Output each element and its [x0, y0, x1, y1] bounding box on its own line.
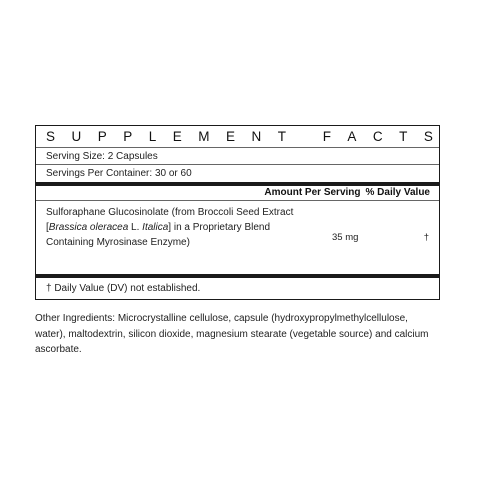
daily-value-footnote: † Daily Value (DV) not established. [46, 283, 201, 294]
ingredient-species: Brassica oleracea [48, 222, 129, 233]
daily-value-header: % Daily Value [365, 187, 430, 198]
title-letter: M [198, 129, 210, 144]
divider-title [36, 147, 439, 148]
ingredient-daily-value: † [423, 232, 429, 243]
title-letter: P [123, 129, 133, 144]
ingredient-variety: Italica [142, 222, 169, 233]
ingredient-text-3: ] in a Proprietary Blend Containing Myrosinase Enzyme) [46, 222, 271, 248]
title-letter: P [97, 129, 107, 144]
ingredient-name [46, 205, 301, 250]
ingredient-amount: 35 mg [332, 232, 359, 243]
title-word-gap [302, 129, 306, 145]
servings-per-container: Servings Per Container: 30 or 60 [46, 168, 192, 179]
column-header [264, 186, 430, 199]
title-letter: F [322, 129, 331, 144]
title-letter: S [423, 129, 433, 144]
other-ingredients: Other Ingredients: Microcrystalline cellulose, capsule (hydroxypropylmethylcellulose, water), maltodextrin, silicon dioxide, magnesium stearate (vegetable source) and calcium ascorbate. [35, 313, 429, 355]
title-letter: L [148, 129, 157, 144]
serving-size: Serving Size: 2 Capsules [46, 151, 158, 162]
title-letter: C [372, 129, 383, 144]
divider-thick-bottom [36, 274, 439, 278]
title-letter: S [46, 129, 56, 144]
divider-header [36, 200, 439, 201]
title-letter: N [251, 129, 262, 144]
panel-title [46, 129, 433, 145]
amount-per-serving-header: Amount Per Serving [264, 187, 361, 198]
title-letter: E [225, 129, 235, 144]
title-letter: E [172, 129, 182, 144]
supplement-facts-panel [35, 125, 440, 300]
title-letter: T [399, 129, 408, 144]
title-letter: T [277, 129, 286, 144]
ingredient-text-1: Sulforaphane Glucosinolate (from Broccoli Seed Extract [ [46, 207, 294, 233]
divider-serving [36, 164, 439, 165]
title-letter: U [71, 129, 82, 144]
ingredient-text-2: L. [128, 222, 143, 233]
title-letter: A [347, 129, 357, 144]
